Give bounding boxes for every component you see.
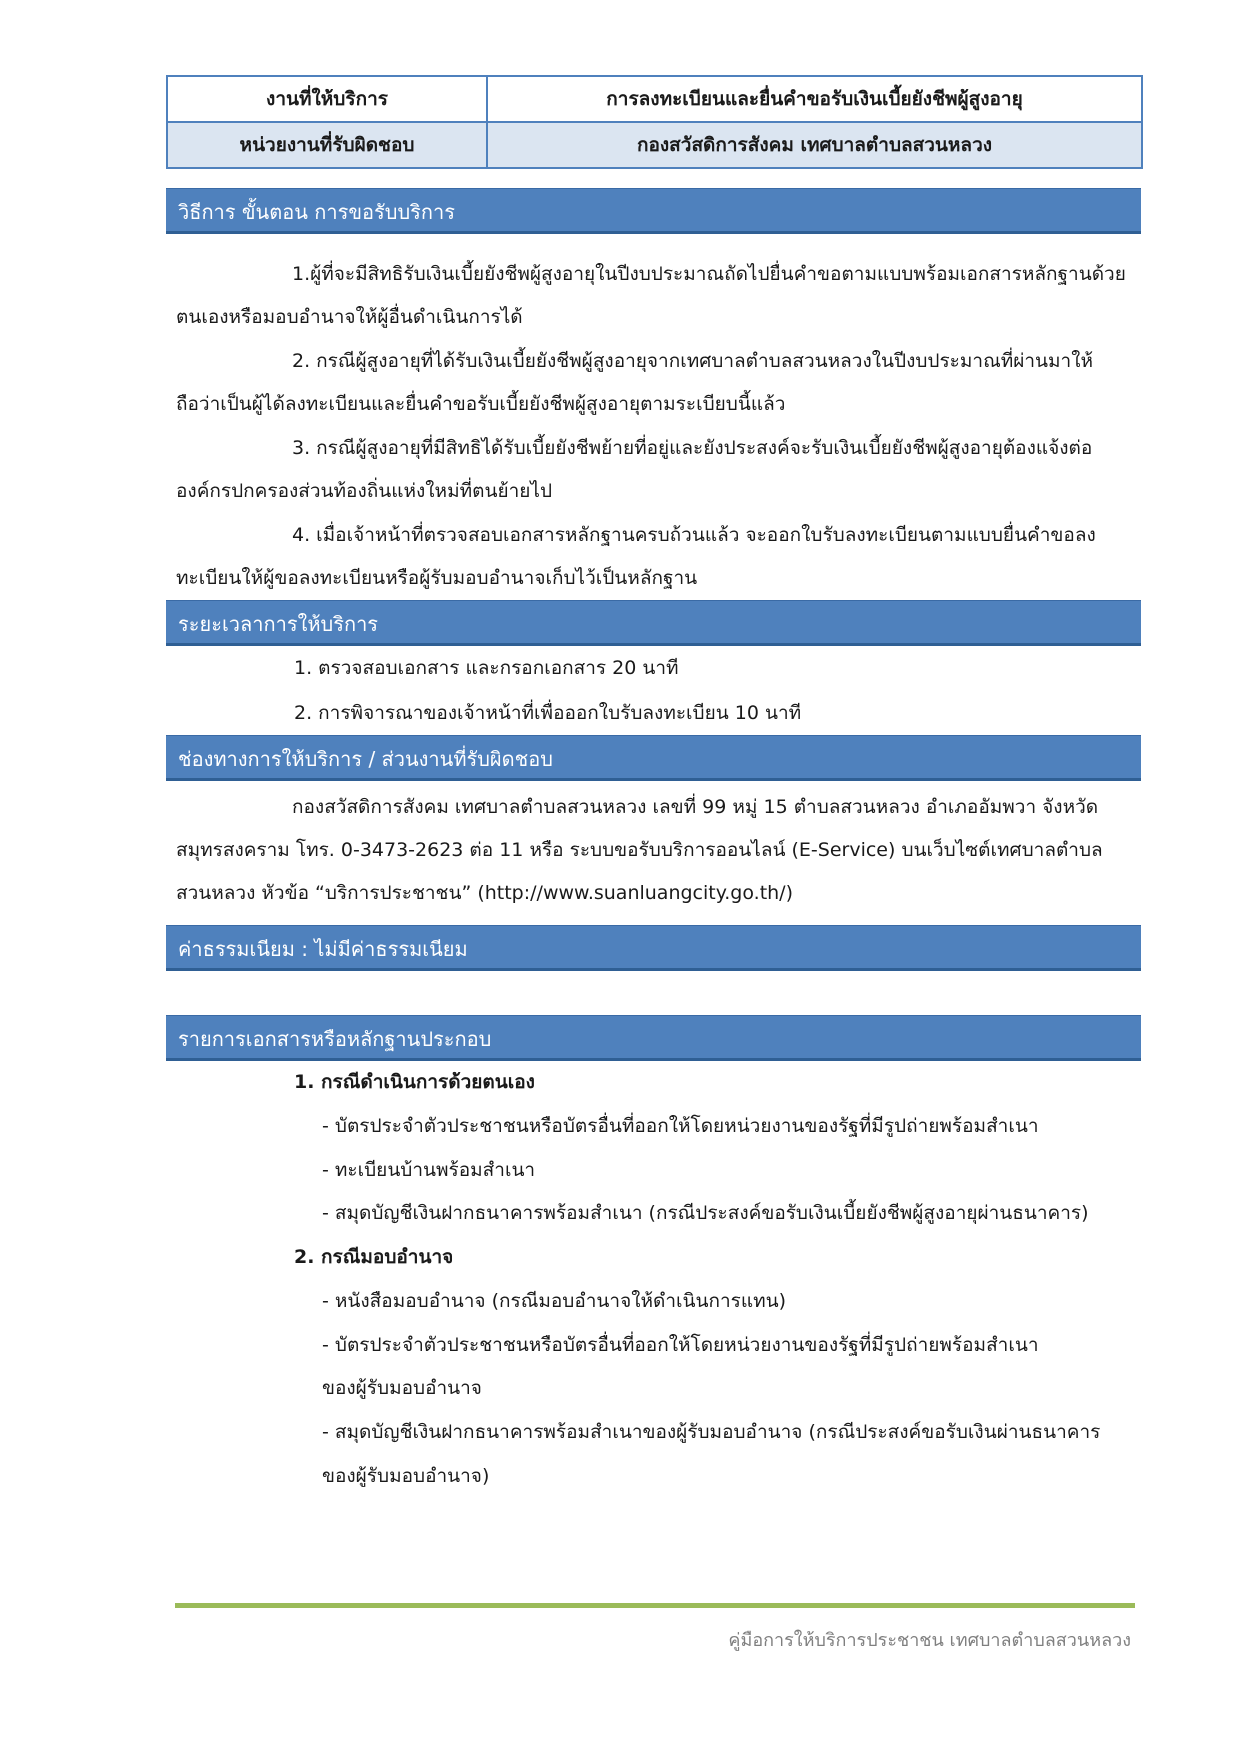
proxy-case-heading: 2. กรณีมอบอำนาจ xyxy=(294,1246,454,1268)
service-label: งานที่ให้บริการ xyxy=(167,76,487,122)
service-value: การลงทะเบียนและยื่นคำขอรับเงินเบี้ยยังชีพผู้สูงอายุ xyxy=(487,76,1142,122)
service-row xyxy=(167,76,1142,122)
service-info-table xyxy=(166,75,1143,169)
self-doc-item-2: - ทะเบียนบ้านพร้อมสำเนา xyxy=(322,1159,536,1181)
duration-item-1: 1. ตรวจสอบเอกสาร และกรอกเอกสาร 20 นาที xyxy=(294,657,679,679)
duration-section-header: ระยะเวลาการให้บริการ xyxy=(166,600,1141,646)
proxy-doc-item-2-cont: ของผู้รับมอบอำนาจ xyxy=(322,1377,482,1399)
procedure-item-3: 3. กรณีผู้สูงอายุที่มีสิทธิได้รับเบี้ยยังชีพย้ายที่อยู่และยังประสงค์จะรับเงินเบี้ยยังชีพผู้สูงอายุต้องแจ้งต่อองค์กรปกครองส่วนท้องถิ่นแห่งใหม่ที่ตนย้ายไป xyxy=(176,437,1093,502)
department-row xyxy=(167,122,1142,168)
department-value: กองสวัสดิการสังคม เทศบาลตำบลสวนหลวง xyxy=(487,122,1142,168)
footer-caption: คู่มือการให้บริการประชาชน เทศบาลตำบลสวนหลวง xyxy=(728,1630,1131,1651)
channel-text: กองสวัสดิการสังคม เทศบาลตำบลสวนหลวง เลขที่ 99 หมู่ 15 ตำบลสวนหลวง อำเภออัมพวา จังหวัดสมุทรสงคราม โทร. 0-3473-2623 ต่อ 11 หรือ ระบบขอรับบริการออนไลน์ (E-Service) บนเว็บไซต์เทศบาลตำบลสวนหลวง หัวข้อ “บริการประชาชน” (http://www.suanluangcity.go.th/) xyxy=(176,796,1103,904)
documents-section-header: รายการเอกสารหรือหลักฐานประกอบ xyxy=(166,1015,1141,1061)
proxy-doc-item-2: - บัตรประจำตัวประชาชนหรือบัตรอื่นที่ออกให้โดยหน่วยงานของรัฐที่มีรูปถ่ายพร้อมสำเนา xyxy=(322,1334,1039,1356)
channel-section-header: ช่องทางการให้บริการ / ส่วนงานที่รับผิดชอบ xyxy=(166,735,1141,781)
proxy-doc-item-3: - สมุดบัญชีเงินฝากธนาคารพร้อมสำเนาของผู้รับมอบอำนาจ (กรณีประสงค์ขอรับเงินผ่านธนาคาร xyxy=(322,1421,1101,1443)
self-doc-item-3: - สมุดบัญชีเงินฝากธนาคารพร้อมสำเนา (กรณีประสงค์ขอรับเงินเบี้ยยังชีพผู้สูงอายุผ่านธนาคาร) xyxy=(322,1202,1089,1224)
procedure-section-header: วิธีการ ขั้นตอน การขอรับบริการ xyxy=(166,188,1141,234)
procedure-item-4: 4. เมื่อเจ้าหน้าที่ตรวจสอบเอกสารหลักฐานครบถ้วนแล้ว จะออกใบรับลงทะเบียนตามแบบยื่นคำขอลงทะเบียนให้ผู้ขอลงทะเบียนหรือผู้รับมอบอำนาจเก็บไว้เป็นหลักฐาน xyxy=(176,524,1096,589)
procedure-item-2: 2. กรณีผู้สูงอายุที่ได้รับเงินเบี้ยยังชีพผู้สูงอายุจากเทศบาลตำบลสวนหลวงในปีงบประมาณที่ผ่านมาให้ถือว่าเป็นผู้ได้ลงทะเบียนและยื่นคำขอรับเบี้ยยังชีพผู้สูงอายุตามระเบียบนี้แล้ว xyxy=(176,350,1094,415)
self-case-heading: 1. กรณีดำเนินการด้วยตนเอง xyxy=(294,1071,535,1093)
department-label: หน่วยงานที่รับผิดชอบ xyxy=(167,122,487,168)
footer-divider xyxy=(175,1603,1135,1608)
proxy-doc-item-3-cont: ของผู้รับมอบอำนาจ) xyxy=(322,1465,490,1487)
proxy-doc-item-1: - หนังสือมอบอำนาจ (กรณีมอบอำนาจให้ดำเนินการแทน) xyxy=(322,1290,787,1312)
fee-section-header: ค่าธรรมเนียม : ไม่มีค่าธรรมเนียม xyxy=(166,925,1141,971)
self-doc-item-1: - บัตรประจำตัวประชาชนหรือบัตรอื่นที่ออกให้โดยหน่วยงานของรัฐที่มีรูปถ่ายพร้อมสำเนา xyxy=(322,1115,1039,1137)
duration-item-2: 2. การพิจารณาของเจ้าหน้าที่เพื่อออกใบรับลงทะเบียน 10 นาที xyxy=(294,702,802,724)
procedure-item-1: 1.ผู้ที่จะมีสิทธิรับเงินเบี้ยยังชีพผู้สูงอายุในปีงบประมาณถัดไปยื่นคำขอตามแบบพร้อมเอกสารหลักฐานด้วยตนเองหรือมอบอำนาจให้ผู้อื่นดำเนินการได้ xyxy=(176,263,1126,328)
